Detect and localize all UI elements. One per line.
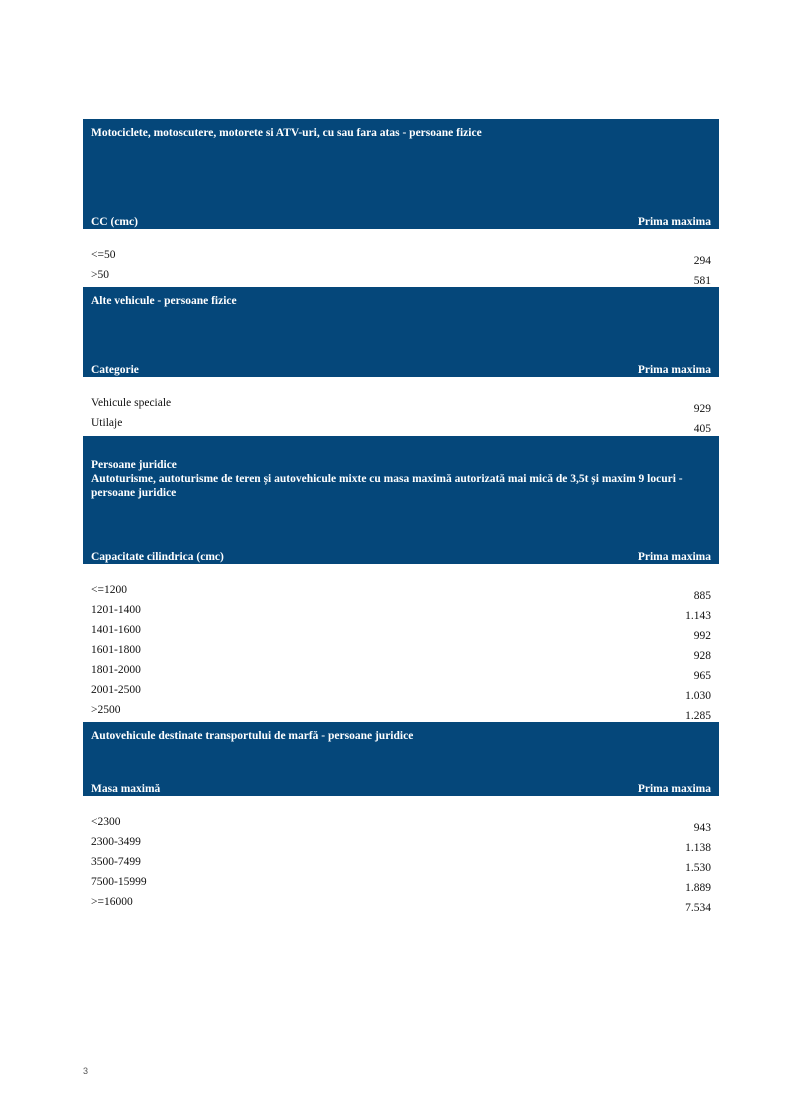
row-label: 3500-7499 [91, 856, 141, 868]
row-label: 2300-3499 [91, 836, 141, 848]
row-value: 1.030 [685, 690, 711, 702]
column-header-right: Prima maxima [637, 364, 711, 376]
row-value: 1.143 [685, 610, 711, 622]
column-header-right: Prima maxima [637, 216, 711, 228]
column-header-right: Prima maxima [637, 783, 711, 795]
row-label: 7500-15999 [91, 876, 147, 888]
table-row [83, 249, 719, 267]
row-value: 294 [693, 255, 711, 267]
table-row [83, 836, 719, 854]
section-title-cont: persoane juridice [91, 487, 177, 499]
row-label: 2001-2500 [91, 684, 141, 696]
section-title: Autovehicule destinate transportului de marfă - persoane juridice [91, 730, 414, 742]
section-header [83, 436, 719, 564]
section-title: Motociclete, motoscutere, motorete si ATV-uri, cu sau fara atas - persoane fizice [91, 127, 482, 139]
column-header-left: Categorie [91, 364, 139, 376]
table-row [83, 684, 719, 702]
row-value: 965 [693, 670, 711, 682]
section-header [83, 287, 719, 377]
section-header [83, 119, 719, 229]
row-label: <=50 [91, 249, 116, 261]
row-label: 1201-1400 [91, 604, 141, 616]
section-title: Autoturisme, autoturisme de teren și autovehicule mixte cu masa maximă autorizată mai mică de 3,5t și maxim 9 locuri - [91, 473, 683, 485]
section-header [83, 722, 719, 796]
row-value: 405 [693, 423, 711, 435]
table-row [83, 624, 719, 642]
section-motociclete [83, 119, 719, 287]
row-value: 885 [693, 590, 711, 602]
column-header-left: Capacitate cilindrica (cmc) [91, 551, 224, 563]
section-transport-marfa [83, 722, 719, 914]
row-value: 581 [693, 275, 711, 287]
row-label: <=1200 [91, 584, 127, 596]
row-value: 1.889 [685, 882, 711, 894]
row-value: 928 [693, 650, 711, 662]
row-value: 7.534 [685, 902, 711, 914]
row-value: 992 [693, 630, 711, 642]
row-label: >2500 [91, 704, 121, 716]
row-value: 1.285 [685, 710, 711, 722]
table-row [83, 704, 719, 722]
row-value: 1.138 [685, 842, 711, 854]
table-row [83, 584, 719, 602]
table-row [83, 644, 719, 662]
row-label: 1601-1800 [91, 644, 141, 656]
table-row [83, 417, 719, 435]
row-value: 1.530 [685, 862, 711, 874]
section-subtitle: Persoane juridice [91, 459, 177, 471]
row-label: <2300 [91, 816, 121, 828]
section-title: Alte vehicule - persoane fizice [91, 295, 237, 307]
section-alte-vehicule [83, 287, 719, 435]
row-label: Vehicule speciale [91, 397, 172, 409]
table-row [83, 876, 719, 894]
table-row [83, 856, 719, 874]
row-value: 929 [693, 403, 711, 415]
row-label: 1401-1600 [91, 624, 141, 636]
column-header-left: CC (cmc) [91, 216, 138, 228]
page-number: 3 [83, 1066, 89, 1076]
table-row [83, 664, 719, 682]
table-row [83, 269, 719, 287]
row-value: 943 [693, 822, 711, 834]
table-row [83, 397, 719, 415]
column-header-left: Masa maximă [91, 783, 161, 795]
row-label: Utilaje [91, 417, 123, 429]
table-row [83, 816, 719, 834]
row-label: >50 [91, 269, 109, 281]
row-label: 1801-2000 [91, 664, 141, 676]
row-label: >=16000 [91, 896, 133, 908]
section-persoane-juridice [83, 436, 719, 722]
table-row [83, 604, 719, 622]
column-header-right: Prima maxima [637, 551, 711, 563]
table-row [83, 896, 719, 914]
